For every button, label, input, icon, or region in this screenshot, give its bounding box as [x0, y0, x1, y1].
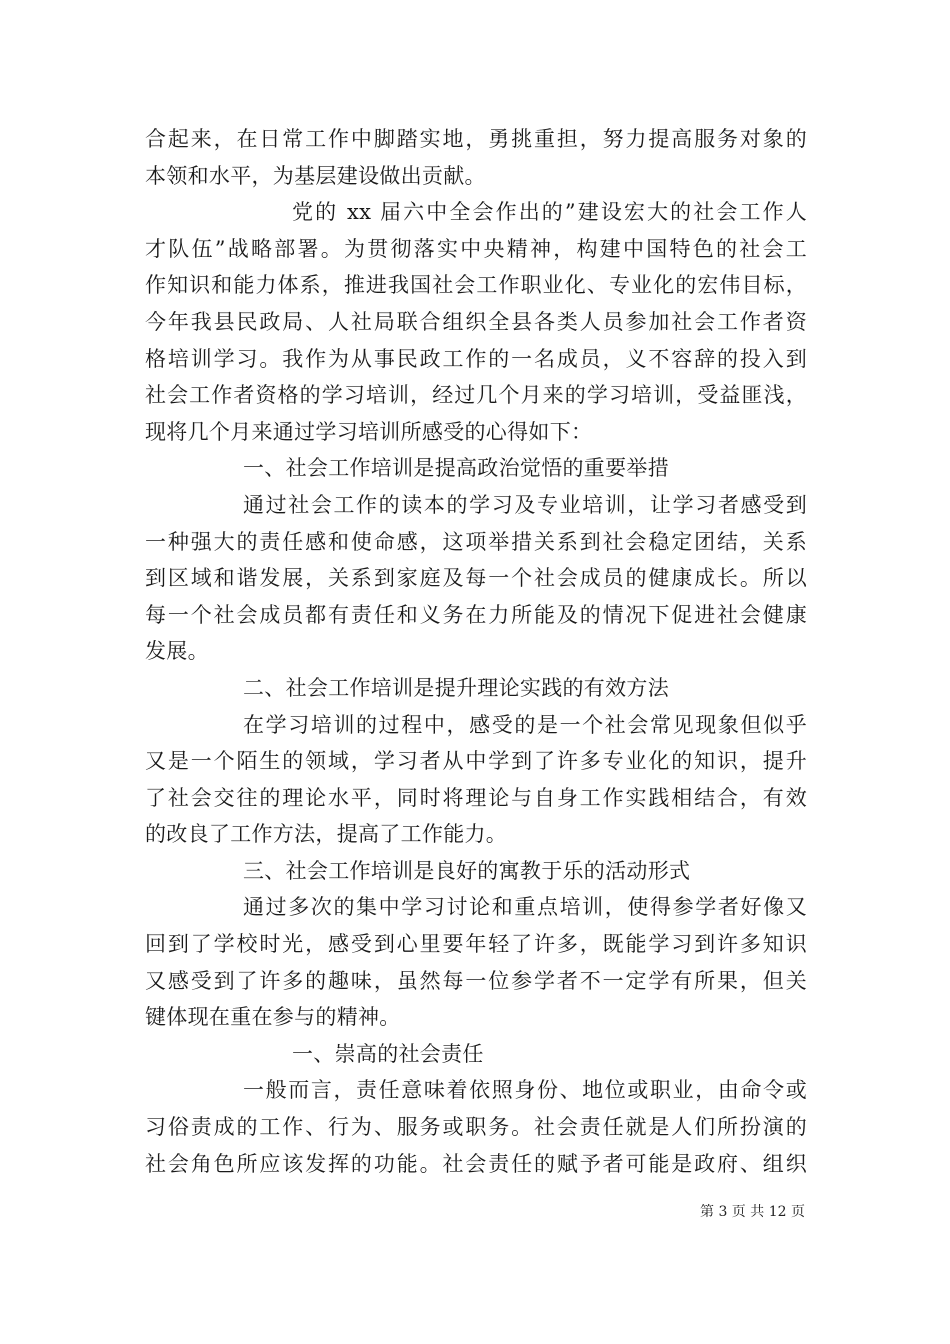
paragraph-start-line: 一般而言，责任意味着依照身份、地位或职业，由命令或	[243, 1078, 807, 1103]
text-line: 格培训学习。我作为从事民政工作的一名成员，义不容辞的投入到	[145, 346, 807, 371]
text-line: 又感受到了许多的趣味，虽然每一位参学者不一定学有所果，但关	[145, 968, 807, 993]
text-line: 本领和水平，为基层建设做出贡献。	[145, 163, 486, 188]
paragraph-start-line: 通过社会工作的读本的学习及专业培训，让学习者感受到	[243, 492, 807, 517]
text-line: 回到了学校时光，感受到心里要年轻了许多，既能学习到许多知识	[145, 932, 807, 957]
page-number-footer: 第 3 页 共 12 页	[700, 1204, 805, 1220]
text-line: 每一个社会成员都有责任和义务在力所能及的情况下促进社会健康	[145, 602, 807, 627]
section-heading: 三、社会工作培训是良好的寓教于乐的活动形式	[243, 858, 691, 883]
paragraph-start-line: 通过多次的集中学习讨论和重点培训，使得参学者好像又	[243, 895, 807, 920]
text-line: 一种强大的责任感和使命感，这项举措关系到社会稳定团结，关系	[145, 529, 807, 554]
section-heading: 一、社会工作培训是提高政治觉悟的重要举措	[243, 456, 669, 481]
text-line: 今年我县民政局、人社局联合组织全县各类人员参加社会工作者资	[145, 309, 807, 334]
text-line: 键体现在重在参与的精神。	[145, 1005, 401, 1030]
text-line: 社会角色所应该发挥的功能。社会责任的赋予者可能是政府、组织	[145, 1151, 807, 1176]
text-line: 合起来，在日常工作中脚踏实地，勇挑重担，努力提高服务对象的	[145, 127, 807, 151]
text-line: 到区域和谐发展，关系到家庭及每一个社会成员的健康成长。所以	[145, 566, 807, 591]
text-line: 才队伍”战略部署。为贯彻落实中央精神，构建中国特色的社会工	[145, 236, 807, 261]
paragraph-start-line: 在学习培训的过程中，感受的是一个社会常见现象但似乎	[243, 712, 807, 737]
text-line: 习俗责成的工作、行为、服务或职务。社会责任就是人们所扮演的	[145, 1115, 807, 1140]
text-line: 社会工作者资格的学习培训，经过几个月来的学习培训，受益匪浅，	[145, 383, 807, 408]
section-heading: 一、崇高的社会责任	[292, 1041, 484, 1066]
text-line: 了社会交往的理论水平，同时将理论与自身工作实践相结合，有效	[145, 785, 807, 810]
text-line: 作知识和能力体系，推进我国社会工作职业化、专业化的宏伟目标，	[145, 273, 807, 298]
text-line: 又是一个陌生的领域，学习者从中学到了许多专业化的知识，提升	[145, 749, 807, 774]
document-body	[145, 121, 807, 1182]
text-line: 的改良了工作方法，提高了工作能力。	[145, 822, 508, 847]
text-line: 现将几个月来通过学习培训所感受的心得如下：	[145, 419, 593, 444]
text-line: 发展。	[145, 639, 209, 664]
paragraph-start-line: 党的 xx 届六中全会作出的”建设宏大的社会工作人	[292, 200, 807, 225]
section-heading: 二、社会工作培训是提升理论实践的有效方法	[243, 675, 669, 700]
